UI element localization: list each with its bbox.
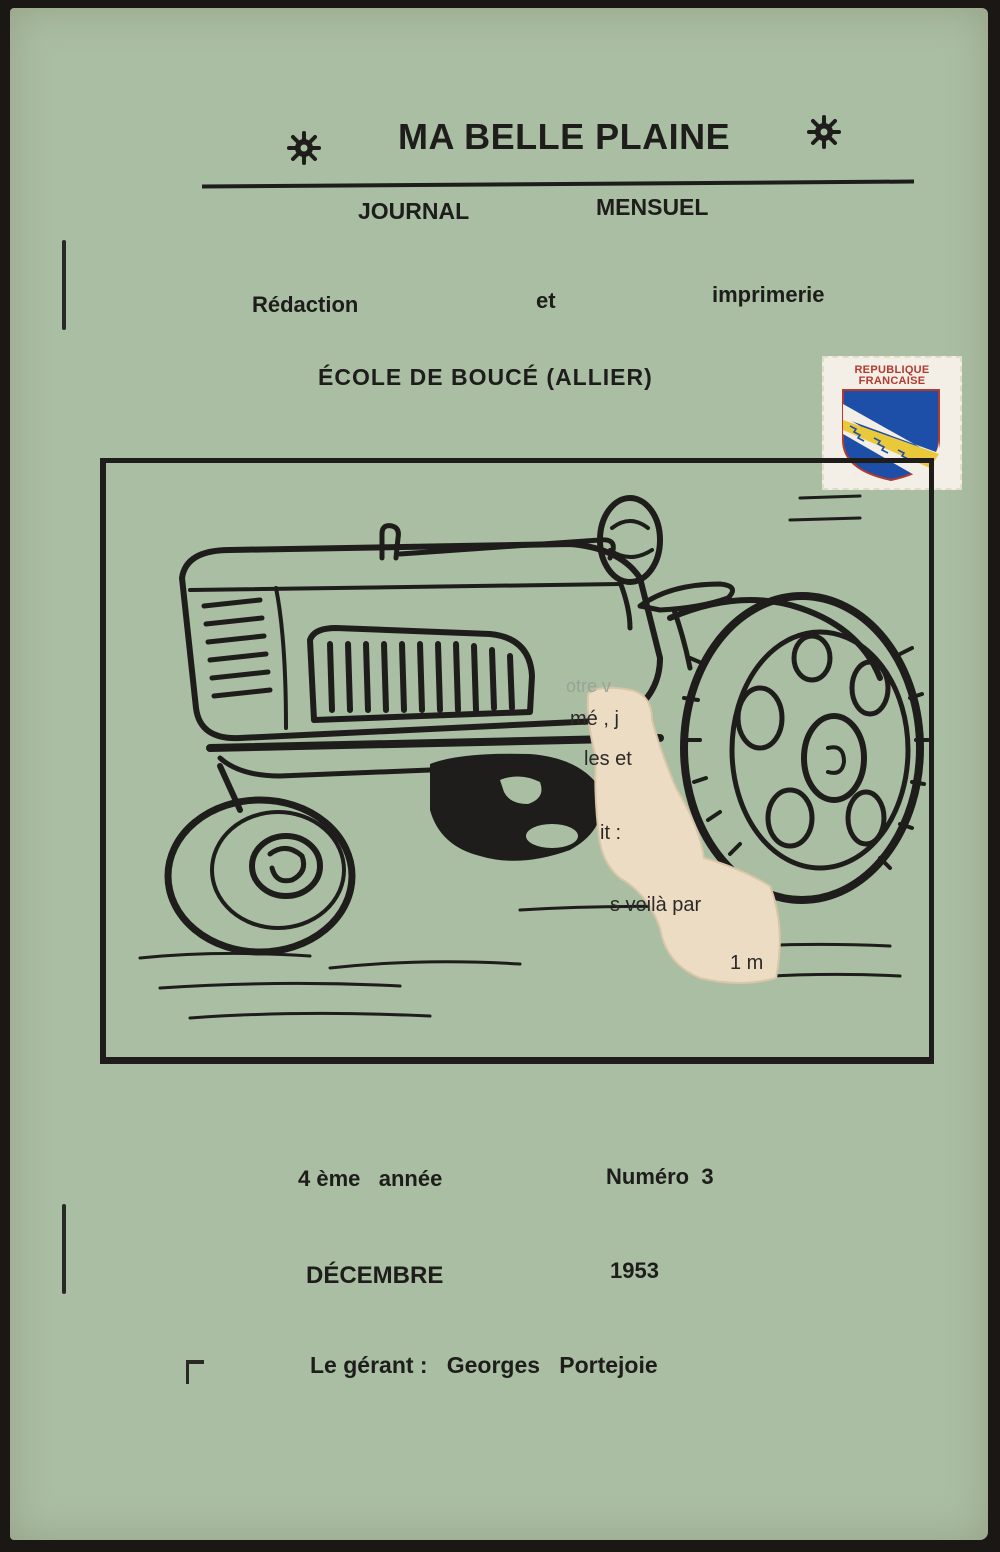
margin-mark-2 — [186, 1360, 189, 1384]
torn-text-line-1: otre v — [566, 676, 612, 696]
ornament-star-left-icon — [286, 130, 322, 166]
staple-bottom — [62, 1204, 66, 1294]
journal-title: MA BELLE PLAINE — [398, 116, 731, 157]
credit-imprimerie: imprimerie — [712, 282, 825, 307]
credit-redaction: Rédaction — [252, 292, 359, 317]
masthead-rule — [202, 180, 914, 189]
torn-text-line-6: 1 m — [730, 952, 764, 974]
torn-text-line-3: les et — [584, 748, 632, 770]
ornament-star-right-icon — [806, 114, 842, 150]
issue-date-year: 1953 — [610, 1258, 659, 1283]
subtitle-journal: JOURNAL — [358, 198, 470, 224]
torn-text-line-2: mé , j — [570, 708, 619, 730]
credit-et: et — [536, 288, 556, 313]
issue-month: DÉCEMBRE — [306, 1262, 444, 1289]
staple-top — [62, 240, 66, 330]
school-name: ÉCOLE DE BOUCÉ (ALLIER) — [318, 364, 653, 390]
manager-line: Le gérant : Georges Portejoie — [310, 1352, 658, 1378]
stamp-line1: REPUBLIQUE — [854, 364, 930, 376]
tractor-illustration — [100, 458, 934, 1064]
stamp-line2: FRANCAISE — [858, 375, 926, 387]
issue-year: 4 ème année — [298, 1166, 443, 1191]
issue-number: Numéro 3 — [606, 1164, 714, 1189]
torn-text-line-4: it : — [600, 822, 622, 844]
subtitle-mensuel: MENSUEL — [596, 194, 709, 220]
torn-text-line-5: s voilà par — [610, 894, 702, 916]
journal-cover — [10, 8, 988, 1540]
